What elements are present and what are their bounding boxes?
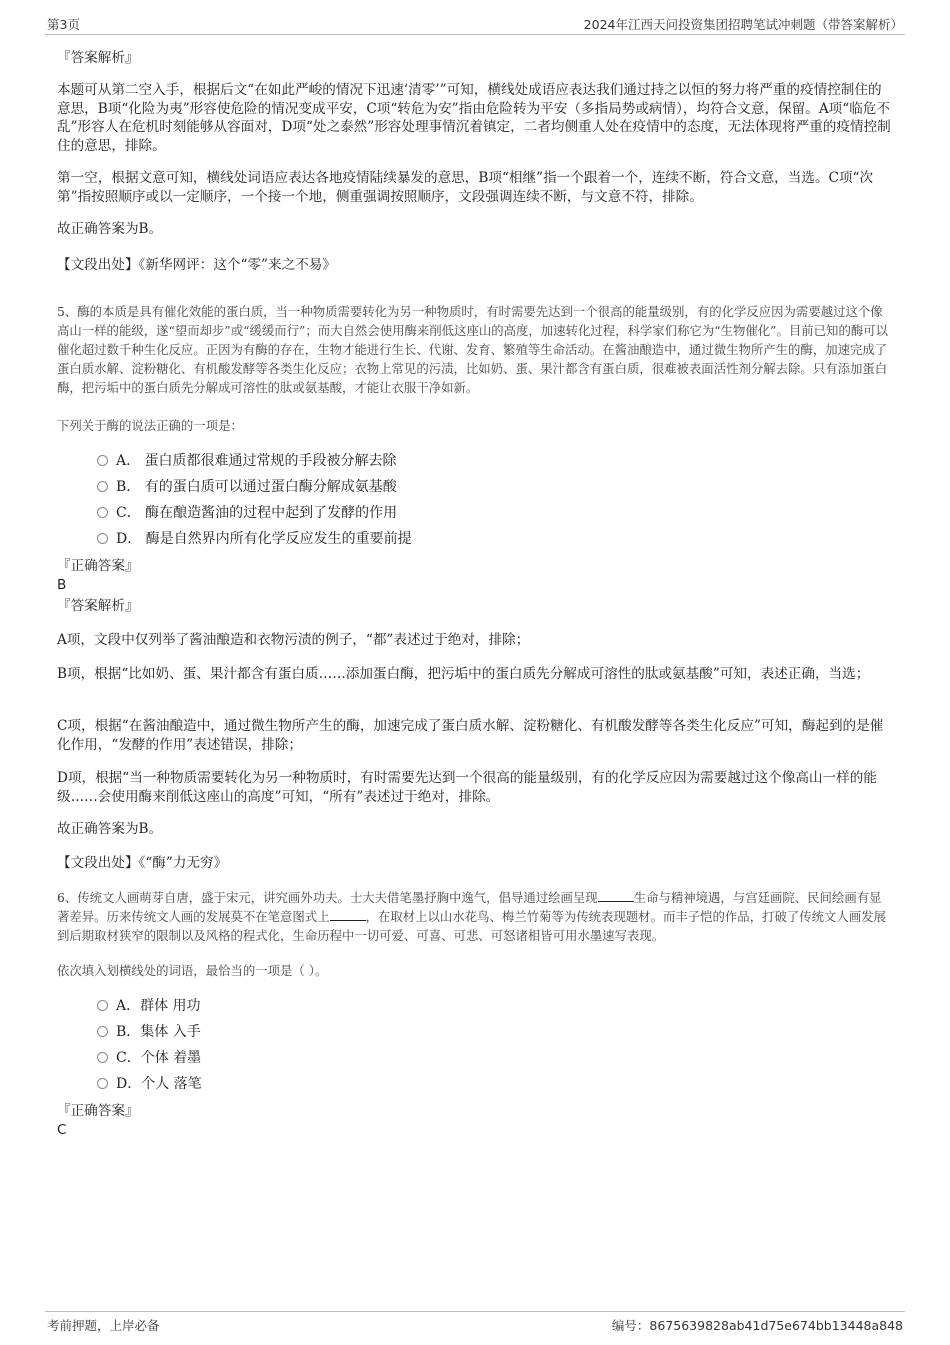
- q5-analysis-d: D项，根据“当一种物质需要转化为另一种物质时，有时需要先达到一个很高的能量级别，有的化学反应因为需要越过这个像高山一样的能级……会使用酶来削低这座山的高度”可知，“所有”表述过于绝对，排除。: [57, 770, 877, 805]
- page-footer: [45, 1311, 905, 1336]
- radio-button-icon[interactable]: [97, 507, 108, 518]
- q5-option-b[interactable]: [97, 477, 397, 497]
- q6-passage-part-2: 生命与精神境遇，与宫廷画院、民间绘画有显著差异。历来传统文人画的发展莫不在笔意图式上: [57, 890, 882, 924]
- option-label: A．群体 用功: [116, 998, 201, 1014]
- radio-button-icon[interactable]: [97, 1026, 108, 1037]
- radio-button-icon[interactable]: [97, 1000, 108, 1011]
- q4-analysis-paragraph-2: 第一空，根据文意可知，横线处词语应表达各地疫情陆续暴发的意思，B项“相继”指一个跟着一个，连续不断，符合文意，当选。C项“次第”指按照顺序或以一定顺序，一个接一个地，侧重强调按照顺序，文段强调连续不断，与文意不符，排除。: [57, 170, 874, 205]
- q6-question: 依次填入划横线处的词语，最恰当的一项是（ ）。: [57, 963, 328, 978]
- page-header: [45, 14, 905, 35]
- option-label: A． 蛋白质都很难通过常规的手段被分解去除: [116, 453, 397, 469]
- option-label: C． 酶在酿造酱油的过程中起到了发酵的作用: [116, 505, 398, 521]
- q6-passage-part-3: ，在取材上以山水花鸟、梅兰竹菊等为传统表现题材。而丰子恺的作品，打破了传统文人画发展到后期取材狭窄的限制以及风格的程式化，生命历程中一切可爱、可喜、可悲、可怒诸相皆可用水墨速写表现。: [57, 909, 886, 943]
- radio-button-icon[interactable]: [97, 455, 108, 466]
- q6-blank-1: [598, 901, 634, 902]
- q5-conclusion: 故正确答案为B。: [57, 821, 163, 837]
- q5-analysis-a: A项，文段中仅列举了酱油酿造和衣物污渍的例子，“都”表述过于绝对，排除；: [57, 632, 530, 648]
- q6-passage: [57, 888, 893, 945]
- q5-analysis-c: C项，根据“在酱油酿造中，通过微生物所产生的酶，加速完成了蛋白质水解、淀粉糖化、有机酸发酵等各类生化反应”可知，酶起到的是催化作用，“发酵的作用”表述错误，排除；: [57, 718, 884, 753]
- q6-option-b[interactable]: [97, 1022, 201, 1042]
- q4-conclusion: 故正确答案为B。: [57, 221, 163, 237]
- q5-question: 下列关于酶的说法正确的一项是：: [57, 418, 243, 433]
- q5-option-a[interactable]: [97, 451, 397, 471]
- page-number: 第3页: [47, 17, 80, 32]
- option-label: D． 酶是自然界内所有化学反应发生的重要前提: [116, 531, 412, 547]
- q5-option-c[interactable]: [97, 503, 397, 523]
- q5-option-d[interactable]: [97, 529, 412, 549]
- q5-correct-answer: B: [57, 577, 67, 593]
- document-code: 编号：8675639828ab41d75e674bb13448a848: [611, 1318, 903, 1333]
- option-label: C．个体 着墨: [116, 1050, 202, 1066]
- q6-option-c[interactable]: [97, 1048, 201, 1068]
- q6-blank-2: [330, 920, 366, 921]
- q4-analysis-label: 『答案解析』: [57, 50, 139, 66]
- document-title: 2024年江西天问投资集团招聘笔试冲刺题（带答案解析）: [583, 17, 903, 32]
- q4-source: 【文段出处】《新华网评：这个“零”来之不易》: [57, 257, 336, 273]
- q6-option-a[interactable]: [97, 996, 201, 1016]
- q5-analysis-label: 『答案解析』: [57, 598, 139, 614]
- q6-option-d[interactable]: [97, 1074, 202, 1094]
- q6-correct-label: 『正确答案』: [57, 1103, 139, 1119]
- q5-analysis-b: B项，根据“比如奶、蛋、果汁都含有蛋白质……添加蛋白酶，把污垢中的蛋白质先分解成可溶性的肽或氨基酸”可知，表述正确，当选；: [57, 666, 870, 682]
- q4-analysis-paragraph-1: 本题可从第二空入手，根据后文“在如此严峻的情况下迅速‘清零’”可知，横线处成语应表达我们通过持之以恒的努力将严重的疫情控制住的意思，B项“化险为夷”形容使危险的情况变成平安，C项“转危为安”指由危险转为平安（多指局势或病情），均符合文意，保留。A项“临危不乱”形容人在危机时刻能够从容面对，D项“处之泰然”形容处理事情沉着镇定，二者均侧重人处在疫情中的态度，无法体现将严重的疫情控制住的意思，排除。: [57, 82, 891, 154]
- radio-button-icon[interactable]: [97, 1078, 108, 1089]
- q5-source: 【文段出处】《“酶”力无穷》: [57, 855, 228, 871]
- option-label: B． 有的蛋白质可以通过蛋白酶分解成氨基酸: [116, 479, 397, 495]
- option-label: D．个人 落笔: [116, 1076, 202, 1092]
- radio-button-icon[interactable]: [97, 481, 108, 492]
- q5-passage: 5、酶的本质是具有催化效能的蛋白质，当一种物质需要转化为另一种物质时，有时需要先达到一个很高的能量级别，有的化学反应因为需要越过这个像高山一样的能级，遂“望而却步”或“缓缓而行”；而大自然会使用酶来削低这座山的高度，加速转化过程，科学家们称它为“生物催化”。目前已知的酶可以催化超过数千种生化反应。正因为有酶的存在，生物才能进行生长、代谢、发育、繁殖等生命活动。在酱油酿造中，通过微生物所产生的酶，加速完成了蛋白质水解、淀粉糖化、有机酸发酵等各类生化反应；衣物上常见的污渍，比如奶、蛋、果汁都含有蛋白质，很难被表面活性剂分解去除。只有添加蛋白酶，把污垢中的蛋白质先分解成可溶性的肽或氨基酸，才能让衣服干净如新。: [57, 304, 889, 395]
- q6-passage-part-1: 6、传统文人画萌芽自唐，盛于宋元，讲究画外功夫。士大夫借笔墨抒胸中逸气，倡导通过绘画呈现: [57, 890, 598, 905]
- footer-slogan: 考前押题，上岸必备: [47, 1318, 160, 1333]
- q6-correct-answer: C: [57, 1122, 67, 1138]
- radio-button-icon[interactable]: [97, 533, 108, 544]
- q5-correct-label: 『正确答案』: [57, 558, 139, 574]
- option-label: B．集体 入手: [116, 1024, 201, 1040]
- radio-button-icon[interactable]: [97, 1052, 108, 1063]
